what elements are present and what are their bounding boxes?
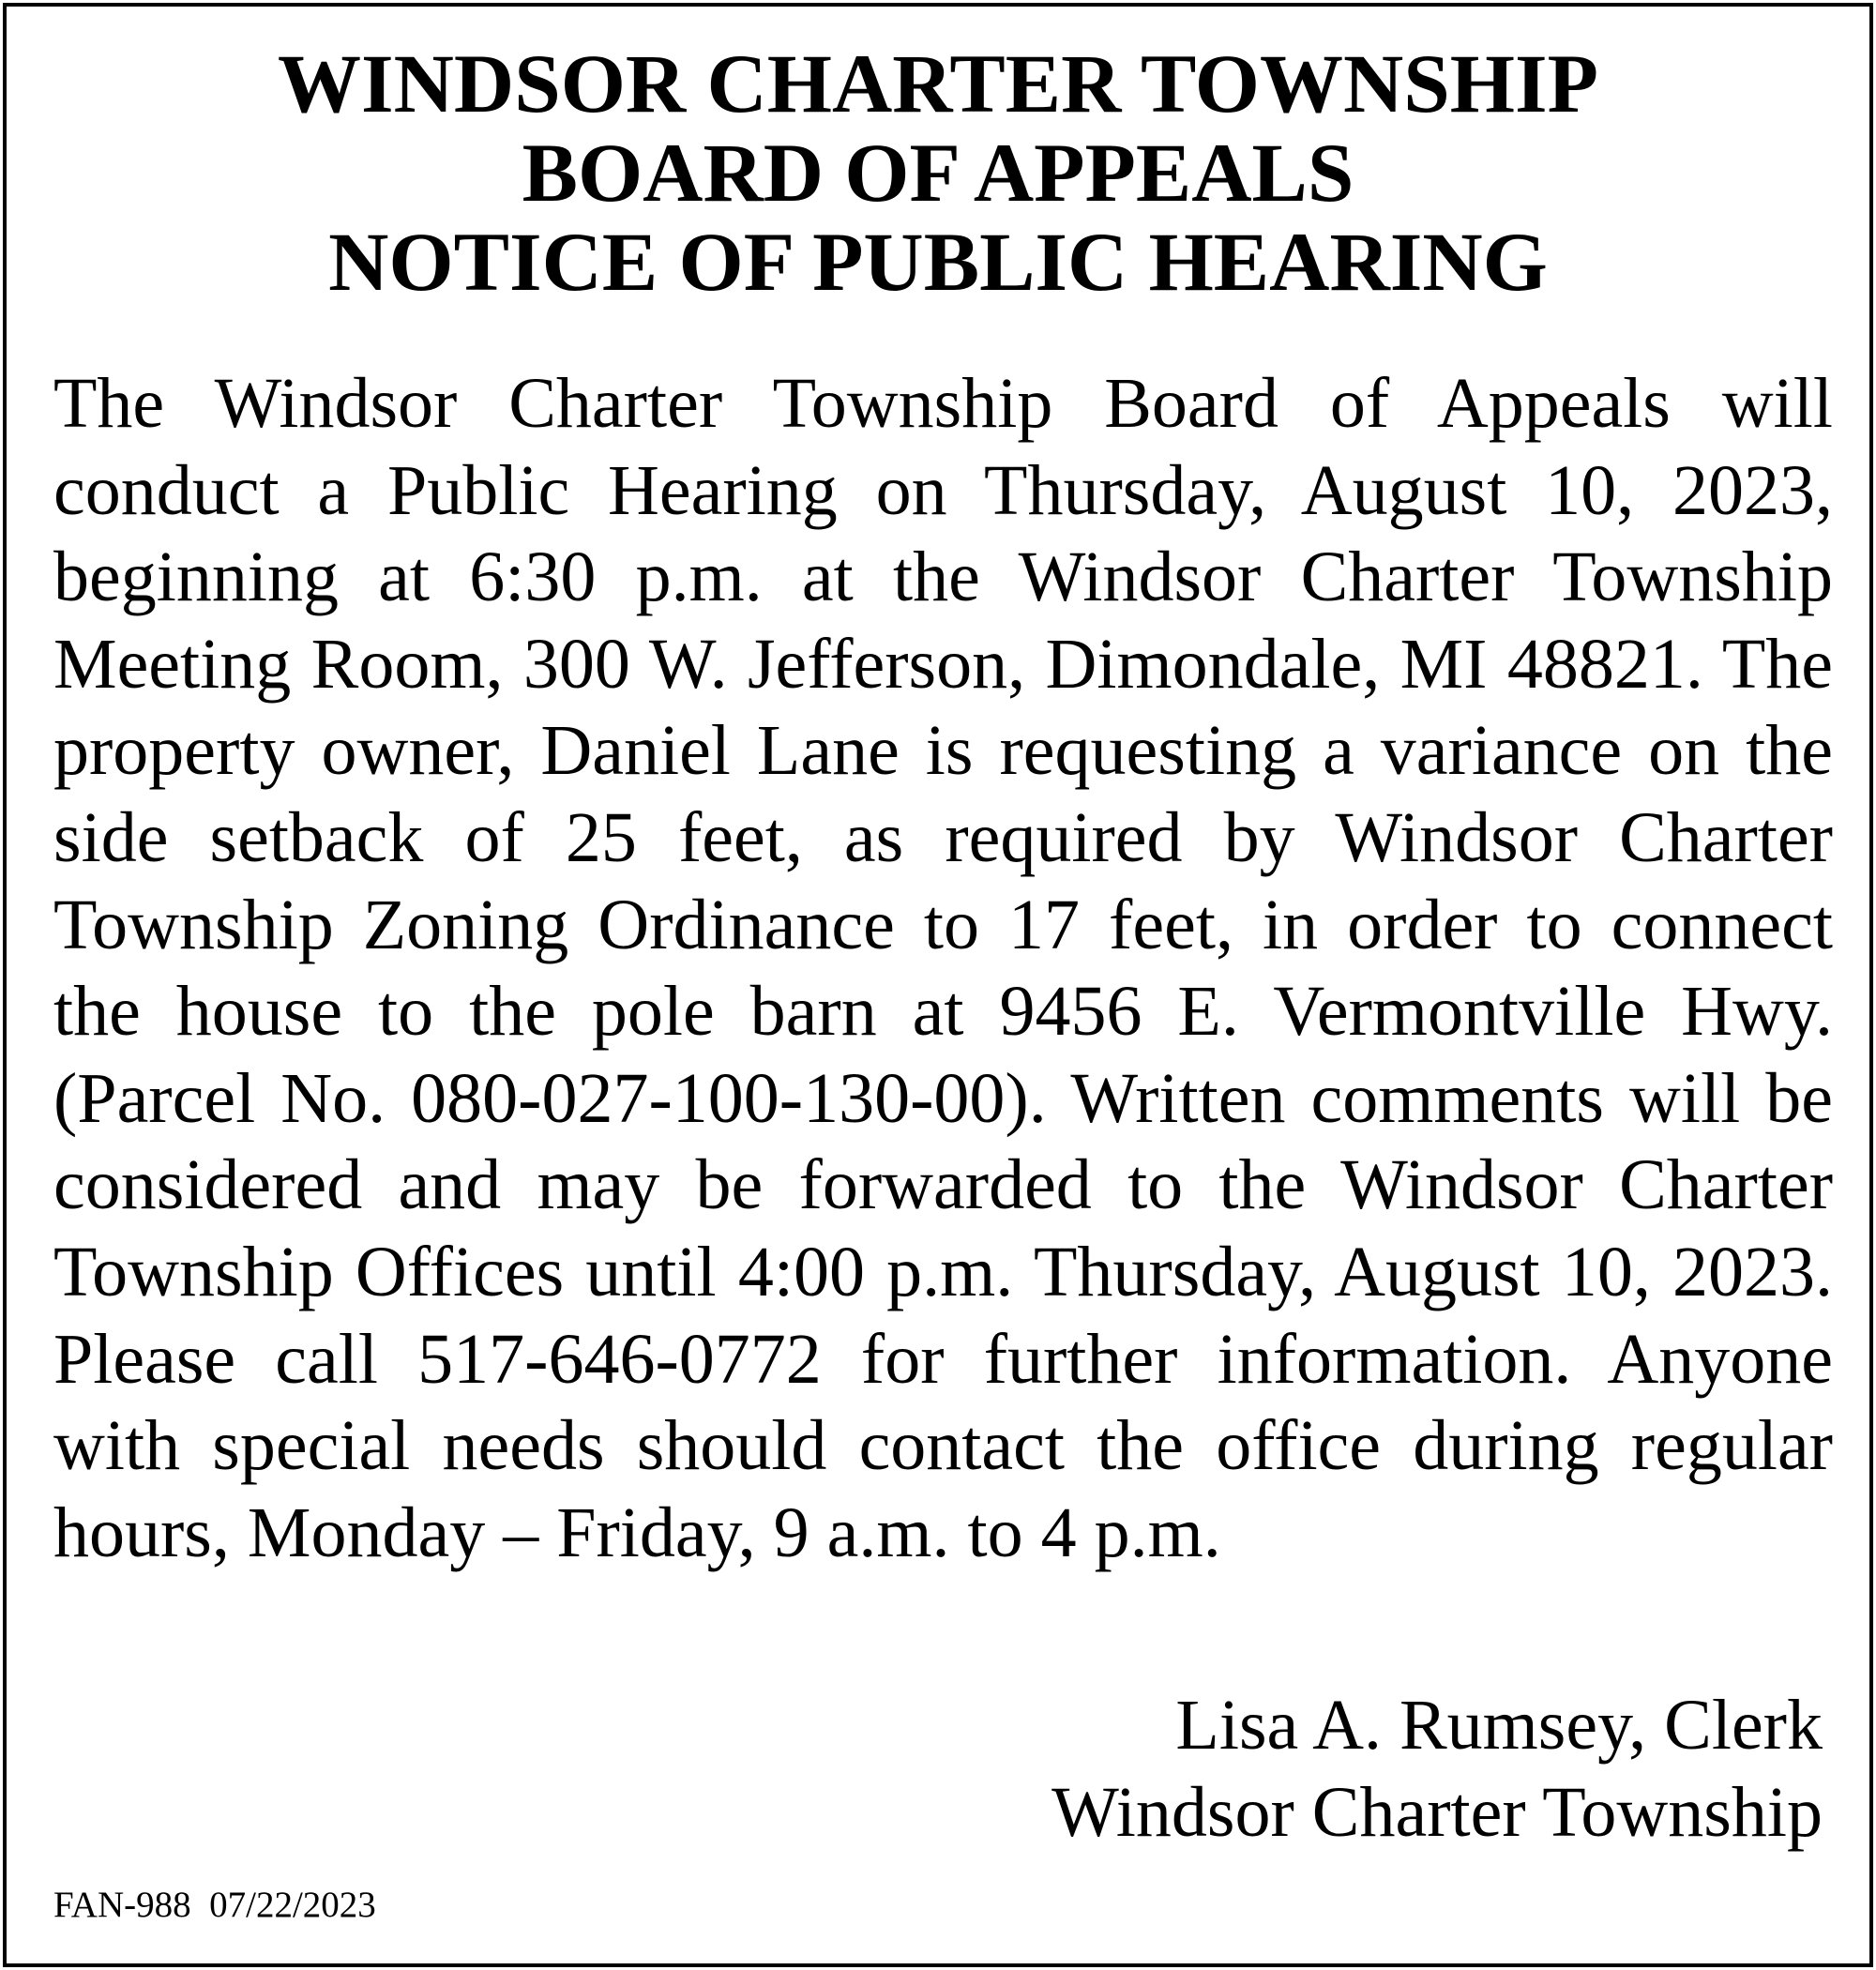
notice-body: The Windsor Charter Township Board of Appeals will conduct a Public Hearing on Thursday, August 10, 2023, beginning at 6:30 p.m. at the Windsor Charter Township Meeting Room, 300 W. Jefferson, Dimondale, MI 48821. The property owner, Daniel Lane is requesting a variance on the side setback of 25 feet, as required by Windsor Charter Township Zoning Ordinance to 17 feet, in order to connect the house to the pole barn at 9456 E. Vermontville Hwy. (Parcel No. 080-027-100-130-00). Written comments will be considered and may be forwarded to the Windsor Charter Township Offices until 4:00 p.m. Thursday, August 10, 2023. Please call 517-646-0772 for further information. Anyone with special needs should contact the office during regular hours, Monday – Friday, 9 a.m. to 4 p.m. bbox=[53, 364, 1833, 1572]
heading-township: WINDSOR CHARTER TOWNSHIP bbox=[278, 38, 1598, 130]
signature-name: Lisa A. Rumsey, Clerk bbox=[1175, 1686, 1823, 1765]
publication-code: FAN-988 07/22/2023 bbox=[53, 1885, 376, 1925]
notice-heading bbox=[7, 40, 1869, 308]
public-notice bbox=[3, 3, 1873, 1967]
signature-organization: Windsor Charter Township bbox=[1051, 1773, 1823, 1852]
heading-board: BOARD OF APPEALS bbox=[522, 128, 1354, 220]
heading-notice-title: NOTICE OF PUBLIC HEARING bbox=[328, 217, 1548, 309]
signature-block bbox=[1051, 1682, 1823, 1856]
